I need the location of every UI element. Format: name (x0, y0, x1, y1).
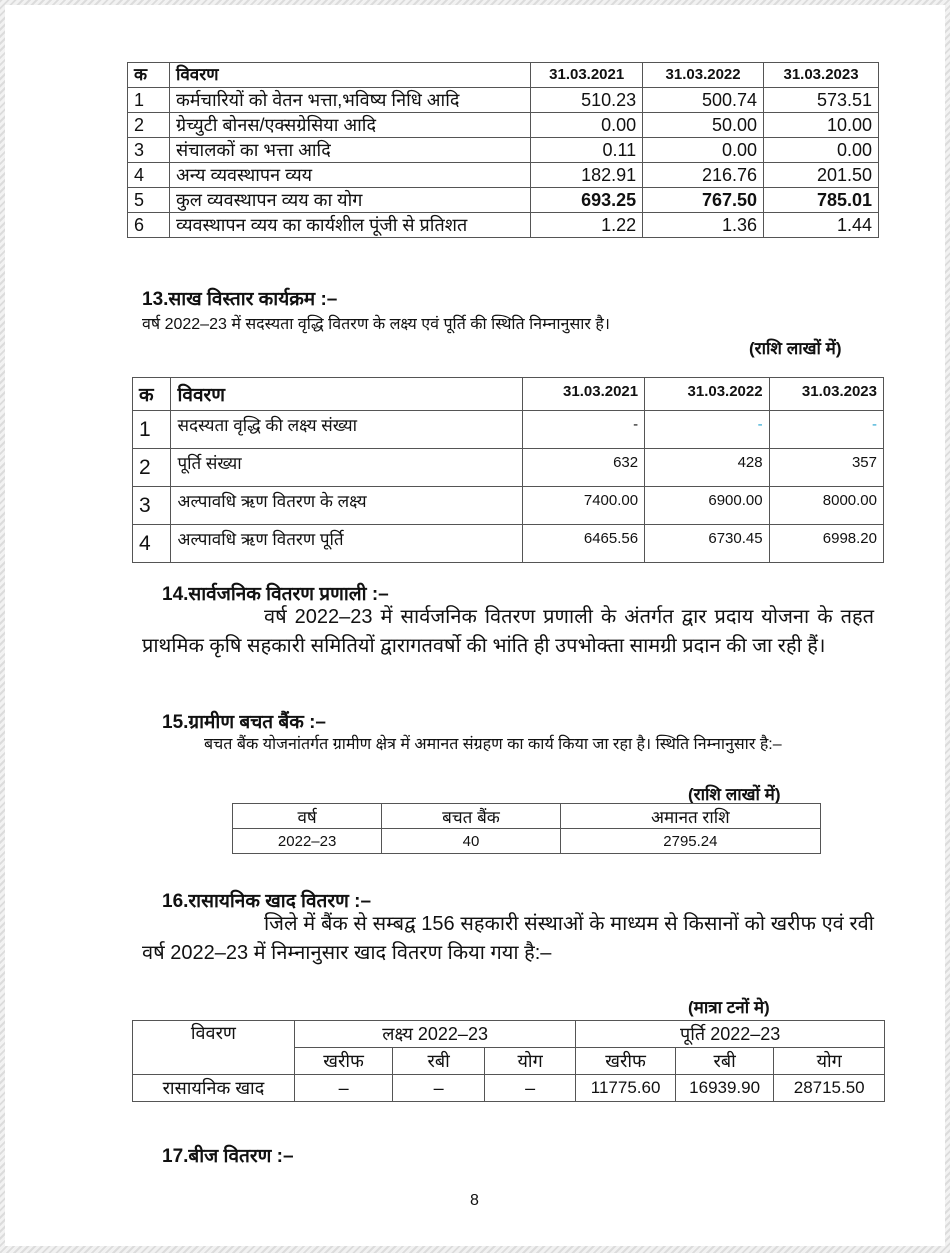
section-14-text: वर्ष 2022–23 में सार्वजनिक वितरण प्रणाली के अंतर्गत द्वार प्रदाय योजना के तहत प्राथमिक कृषि सहकारी समितियों द्वारागतवर्षो की भांति ही उपभोक्ता सामग्री प्रदान की जा रही हैं। (142, 606, 874, 657)
table-row (128, 213, 879, 238)
col-year: वर्ष (233, 804, 382, 829)
table-row (128, 88, 879, 113)
description-cell: व्यवस्थापन व्यय का कार्यशील पूंजी से प्रतिशत (169, 213, 530, 238)
serial-cell: 4 (133, 525, 171, 563)
rural-savings-bank-table (232, 803, 821, 854)
value-2022: - (645, 411, 769, 449)
amount-cell: 2795.24 (560, 829, 820, 854)
description-cell: कुल व्यवस्थापन व्यय का योग (169, 188, 530, 213)
value-2021: 6465.56 (522, 525, 644, 563)
serial-cell: 1 (133, 411, 171, 449)
value-2022: 1.36 (643, 213, 764, 238)
value-2022: 428 (645, 449, 769, 487)
target-total-cell: – (484, 1075, 575, 1102)
serial-cell: 2 (128, 113, 170, 138)
section-16-unit: (मात्रा टनों मे) (688, 998, 770, 1017)
banks-cell: 40 (382, 829, 561, 854)
value-2021: 1.22 (531, 213, 643, 238)
section-17-title: 17.बीज वितरण :– (162, 1146, 294, 1167)
table-row (133, 525, 884, 563)
value-2021: 182.91 (531, 163, 643, 188)
col-group-achieved: पूर्ति 2022–23 (576, 1021, 885, 1048)
serial-cell: 4 (128, 163, 170, 188)
col-group-target: लक्ष्य 2022–23 (294, 1021, 575, 1048)
serial-cell: 6 (128, 213, 170, 238)
document-page (5, 5, 945, 1246)
description-cell: अल्पावधि ऋण वितरण पूर्ति (171, 525, 522, 563)
table-header-row (128, 63, 879, 88)
page-number: 8 (470, 1192, 479, 1209)
table-row (128, 138, 879, 163)
value-2022: 767.50 (643, 188, 764, 213)
target-rabi-cell: – (393, 1075, 484, 1102)
table-row-total (128, 188, 879, 213)
value-2021: 7400.00 (522, 487, 644, 525)
table-header-row (233, 804, 821, 829)
table-row (133, 449, 884, 487)
col-achieved-total: योग (774, 1048, 885, 1075)
section-16-title: 16.रासायनिक खाद वितरण :– (162, 891, 372, 912)
serial-cell: 2 (133, 449, 171, 487)
value-2022: 216.76 (643, 163, 764, 188)
col-2023: 31.03.2023 (764, 63, 879, 88)
value-2023: 10.00 (764, 113, 879, 138)
col-serial: क (128, 63, 170, 88)
section-15-text: बचत बैंक योजनांतर्गत ग्रामीण क्षेत्र में अमानत संग्रहण का कार्य किया जा रहा है। स्थिति निम्नानुसार है:– (204, 736, 782, 753)
section-15-title: 15.ग्रामीण बचत बैंक :– (162, 712, 326, 733)
serial-cell: 1 (128, 88, 170, 113)
table-row (133, 1075, 885, 1102)
value-2023: - (769, 411, 883, 449)
col-2023: 31.03.2023 (769, 378, 883, 411)
col-target-total: योग (484, 1048, 575, 1075)
value-2023: 785.01 (764, 188, 879, 213)
table-row (128, 163, 879, 188)
section-16-text: जिले में बैंक से सम्बद्व 156 सहकारी संस्थाओं के माध्यम से किसानों को खरीफ एवं रवी वर्ष 2022–23 में निम्नानुसार खाद वितरण किया गया है:– (142, 913, 874, 964)
col-achieved-rabi: रबी (675, 1048, 774, 1075)
value-2023: 573.51 (764, 88, 879, 113)
value-2021: 632 (522, 449, 644, 487)
achieved-total-cell: 28715.50 (774, 1075, 885, 1102)
description-cell: रासायनिक खाद (133, 1075, 295, 1102)
col-savings-banks: बचत बैंक (382, 804, 561, 829)
section-14-title: 14.सार्वजनिक वितरण प्रणाली :– (162, 584, 389, 605)
value-2021: 510.23 (531, 88, 643, 113)
target-kharif-cell: – (294, 1075, 393, 1102)
description-cell: कर्मचारियों को वेतन भत्ता,भविष्य निधि आदि (169, 88, 530, 113)
description-cell: सदस्यता वृद्धि की लक्ष्य संख्या (171, 411, 522, 449)
table-row (128, 113, 879, 138)
col-description: विवरण (169, 63, 530, 88)
management-expense-table (127, 62, 879, 238)
value-2023: 8000.00 (769, 487, 883, 525)
description-cell: अल्पावधि ऋण वितरण के लक्ष्य (171, 487, 522, 525)
col-achieved-kharif: खरीफ (576, 1048, 676, 1075)
credit-expansion-table (132, 377, 884, 563)
serial-cell: 3 (128, 138, 170, 163)
table-header-row (133, 1021, 885, 1048)
section-15-unit: (राशि लाखों में) (688, 785, 781, 804)
col-2022: 31.03.2022 (645, 378, 769, 411)
col-description: विवरण (133, 1021, 295, 1075)
value-2023: 0.00 (764, 138, 879, 163)
section-13-unit: (राशि लाखों में) (749, 339, 842, 358)
description-cell: अन्य व्यवस्थापन व्यय (169, 163, 530, 188)
section-13-title: 13.साख विस्तार कार्यक्रम :– (142, 289, 338, 310)
value-2022: 0.00 (643, 138, 764, 163)
col-target-rabi: रबी (393, 1048, 484, 1075)
year-cell: 2022–23 (233, 829, 382, 854)
value-2023: 1.44 (764, 213, 879, 238)
value-2022: 6900.00 (645, 487, 769, 525)
description-cell: ग्रेच्युटी बोनस/एक्सग्रेसिया आदि (169, 113, 530, 138)
achieved-kharif-cell: 11775.60 (576, 1075, 676, 1102)
description-cell: पूर्ति संख्या (171, 449, 522, 487)
section-13-text: वर्ष 2022–23 में सदस्यता वृद्धि वितरण के लक्ष्य एवं पूर्ति की स्थिति निम्नानुसार है। (142, 316, 610, 333)
description-cell: संचालकों का भत्ता आदि (169, 138, 530, 163)
serial-cell: 5 (128, 188, 170, 213)
col-2021: 31.03.2021 (531, 63, 643, 88)
serial-cell: 3 (133, 487, 171, 525)
col-2022: 31.03.2022 (643, 63, 764, 88)
value-2022: 50.00 (643, 113, 764, 138)
value-2021: 693.25 (531, 188, 643, 213)
value-2023: 201.50 (764, 163, 879, 188)
table-row (233, 829, 821, 854)
col-target-kharif: खरीफ (294, 1048, 393, 1075)
value-2021: 0.11 (531, 138, 643, 163)
table-row (133, 487, 884, 525)
value-2022: 500.74 (643, 88, 764, 113)
table-row (133, 411, 884, 449)
value-2022: 6730.45 (645, 525, 769, 563)
col-serial: क (133, 378, 171, 411)
col-2021: 31.03.2021 (522, 378, 644, 411)
value-2023: 357 (769, 449, 883, 487)
value-2023: 6998.20 (769, 525, 883, 563)
table-header-row (133, 378, 884, 411)
col-deposit-amount: अमानत राशि (560, 804, 820, 829)
col-description: विवरण (171, 378, 522, 411)
achieved-rabi-cell: 16939.90 (675, 1075, 774, 1102)
fertilizer-distribution-table (132, 1020, 885, 1102)
value-2021: 0.00 (531, 113, 643, 138)
value-2021: - (522, 411, 644, 449)
